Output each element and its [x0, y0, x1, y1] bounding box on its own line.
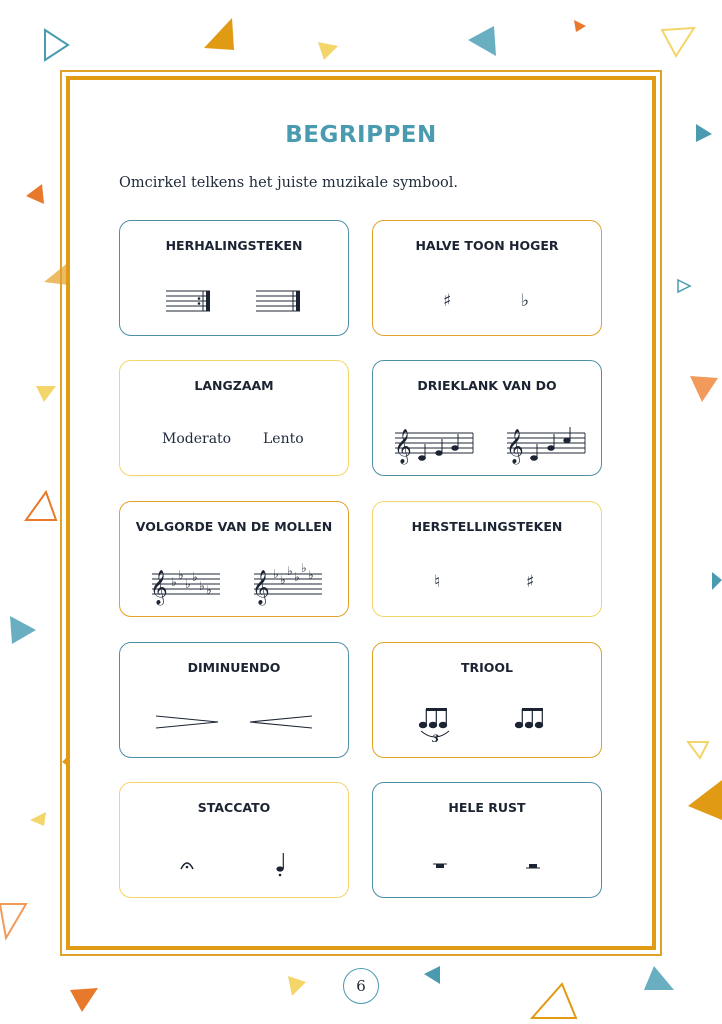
svg-text:♭: ♭	[294, 570, 300, 584]
option-flat[interactable]: ♭	[521, 291, 530, 311]
svg-text:♭: ♭	[301, 561, 307, 575]
final-barline-symbol	[236, 279, 336, 329]
treble-clef-icon: 𝄞	[150, 570, 168, 605]
treble-clef-icon: 𝄞	[506, 429, 524, 464]
option-natural[interactable]: ♮	[434, 572, 441, 592]
card-title: HELE RUST	[448, 800, 526, 815]
triplet-eighths	[403, 701, 503, 751]
option-sharp[interactable]: ♯	[526, 572, 535, 592]
card-title: HERSTELLINGSTEKEN	[411, 519, 563, 534]
card-drieklank-van-do	[372, 360, 602, 476]
option-final-barline[interactable]	[236, 279, 336, 329]
option-triad-a[interactable]	[391, 419, 491, 469]
option-repeat-sign[interactable]	[134, 279, 234, 329]
page-number: 6	[356, 977, 366, 995]
option-half-rest[interactable]	[498, 841, 598, 891]
option-crescendo[interactable]	[240, 701, 340, 751]
page-number-badge	[343, 968, 379, 1004]
card-herstellingsteken	[372, 501, 602, 617]
svg-text:♭: ♭	[199, 579, 205, 593]
card-title: HERHALINGSTEKEN	[165, 238, 303, 253]
instruction-text: Omcirkel telkens het juiste muzikale symbool.	[119, 175, 459, 191]
staff-notes-c-e-g	[391, 419, 491, 469]
option-sharp[interactable]: ♯	[443, 291, 452, 311]
svg-text:♭: ♭	[192, 570, 198, 584]
crescendo-hairpin	[240, 701, 340, 751]
whole-rest	[403, 841, 503, 891]
decrescendo-hairpin	[146, 701, 246, 751]
option-triad-b[interactable]	[503, 419, 603, 469]
option-whole-rest[interactable]	[403, 841, 503, 891]
card-volgorde-van-de-mollen	[119, 501, 349, 617]
svg-text:♭: ♭	[308, 568, 314, 582]
card-triool	[372, 642, 602, 758]
beamed-eighths	[503, 701, 603, 751]
card-diminuendo	[119, 642, 349, 758]
card-title: DIMINUENDO	[187, 660, 281, 675]
card-halve-toon-hoger	[372, 220, 602, 336]
svg-text:♭: ♭	[273, 567, 279, 581]
staff-notes-c-g-c	[503, 419, 603, 469]
treble-clef-icon: 𝄞	[394, 429, 412, 464]
option-eighths[interactable]	[503, 701, 603, 751]
card-title: VOLGORDE VAN DE MOLLEN	[135, 519, 333, 534]
svg-text:♭: ♭	[171, 575, 177, 589]
option-decrescendo[interactable]	[146, 701, 246, 751]
flat-key-signature-b	[248, 560, 348, 610]
card-title: HALVE TOON HOGER	[415, 238, 559, 253]
svg-text:♭: ♭	[185, 577, 191, 591]
svg-text:♭: ♭	[280, 573, 286, 587]
option-flats-order-b[interactable]	[248, 560, 348, 610]
fermata-symbol	[150, 841, 250, 891]
treble-clef-icon: 𝄞	[252, 570, 270, 605]
svg-text:♭: ♭	[178, 568, 184, 582]
card-langzaam	[119, 360, 349, 476]
card-title: STACCATO	[197, 800, 271, 815]
svg-text:♭: ♭	[206, 583, 212, 597]
flat-key-signature-a	[146, 560, 246, 610]
triplet-number: 3	[432, 734, 439, 745]
card-title: LANGZAAM	[194, 378, 274, 393]
card-staccato	[119, 782, 349, 898]
option-fermata[interactable]	[150, 841, 250, 891]
card-title: DRIEKLANK VAN DO	[417, 378, 557, 393]
option-triplet[interactable]	[403, 701, 503, 751]
option-lento[interactable]: Lento	[263, 431, 304, 447]
card-herhalingsteken	[119, 220, 349, 336]
option-moderato[interactable]: Moderato	[162, 431, 232, 447]
option-staccato-note[interactable]	[250, 841, 350, 891]
page-title: BEGRIPPEN	[285, 122, 437, 148]
svg-text:♭: ♭	[287, 564, 293, 578]
option-flats-order-a[interactable]	[146, 560, 246, 610]
staccato-quarter-note	[250, 841, 350, 891]
card-hele-rust	[372, 782, 602, 898]
repeat-sign-symbol	[134, 279, 234, 329]
card-title: TRIOOL	[460, 660, 514, 675]
half-rest	[498, 841, 598, 891]
